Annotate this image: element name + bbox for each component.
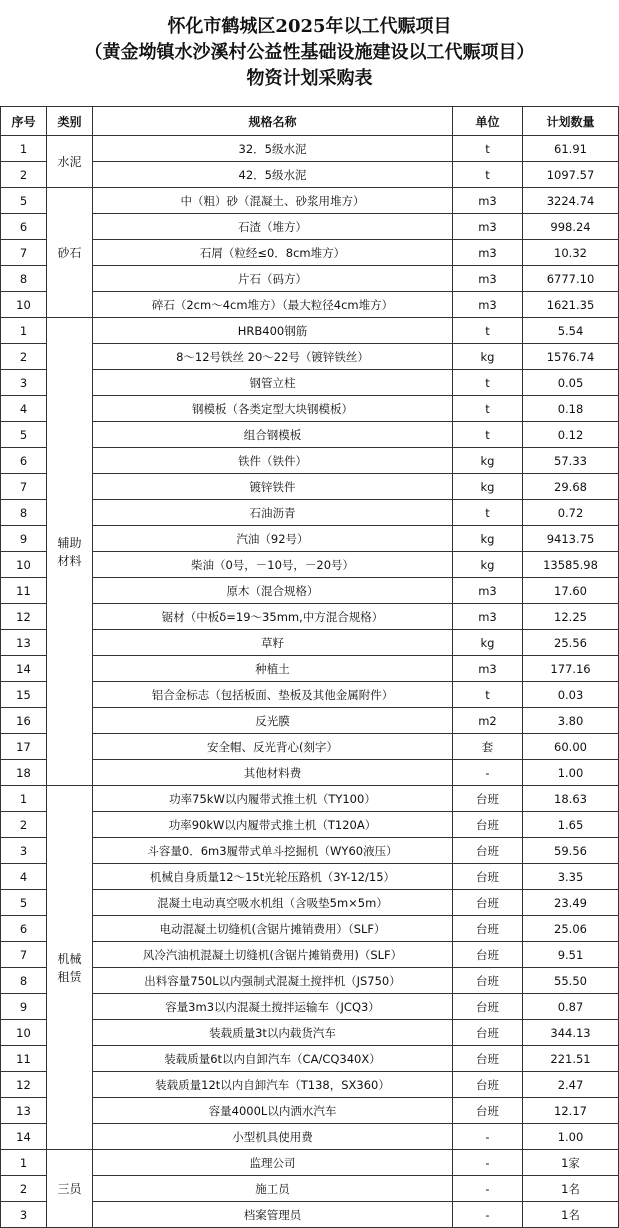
row-spec: 铁件（铁件） [93, 448, 453, 474]
row-unit: - [453, 760, 523, 786]
row-qty: 9413.75 [523, 526, 619, 552]
table-row [1, 240, 619, 266]
row-spec: 组合钢模板 [93, 422, 453, 448]
row-spec: 出料容量750L以内强制式混凝土搅拌机（JS750） [93, 968, 453, 994]
row-no: 12 [1, 1072, 47, 1098]
row-no: 6 [1, 448, 47, 474]
table-row [1, 370, 619, 396]
row-unit: kg [453, 448, 523, 474]
row-spec: 汽油（92号） [93, 526, 453, 552]
table-row [1, 916, 619, 942]
row-no: 10 [1, 552, 47, 578]
row-unit: t [453, 682, 523, 708]
row-qty: 998.24 [523, 214, 619, 240]
table-row [1, 448, 619, 474]
row-unit: t [453, 318, 523, 344]
table-row [1, 1020, 619, 1046]
row-unit: m3 [453, 292, 523, 318]
row-no: 14 [1, 656, 47, 682]
row-spec: 8～12号铁丝 20～22号（镀锌铁丝） [93, 344, 453, 370]
row-qty: 1名 [523, 1176, 619, 1202]
table-row [1, 864, 619, 890]
row-unit: 台班 [453, 1046, 523, 1072]
row-unit: m3 [453, 604, 523, 630]
row-no: 4 [1, 864, 47, 890]
row-qty: 57.33 [523, 448, 619, 474]
table-row [1, 656, 619, 682]
row-no: 2 [1, 812, 47, 838]
row-qty: 55.50 [523, 968, 619, 994]
table-row [1, 214, 619, 240]
table-row [1, 344, 619, 370]
row-no: 8 [1, 266, 47, 292]
table-row [1, 474, 619, 500]
row-spec: 石渣（堆方） [93, 214, 453, 240]
table-row [1, 942, 619, 968]
row-qty: 6777.10 [523, 266, 619, 292]
row-unit: t [453, 396, 523, 422]
row-no: 1 [1, 786, 47, 812]
row-unit: kg [453, 474, 523, 500]
row-unit: - [453, 1202, 523, 1228]
table-row [1, 500, 619, 526]
table-row [1, 968, 619, 994]
table-row [1, 838, 619, 864]
table-row [1, 266, 619, 292]
row-spec: HRB400钢筋 [93, 318, 453, 344]
row-no: 6 [1, 916, 47, 942]
table-row [1, 630, 619, 656]
row-qty: 25.56 [523, 630, 619, 656]
table-row [1, 1046, 619, 1072]
table-row [1, 422, 619, 448]
table-header-row [1, 107, 619, 136]
row-unit: 台班 [453, 1098, 523, 1124]
row-unit: 台班 [453, 812, 523, 838]
row-unit: t [453, 162, 523, 188]
row-no: 1 [1, 318, 47, 344]
row-qty: 59.56 [523, 838, 619, 864]
row-no: 18 [1, 760, 47, 786]
row-unit: kg [453, 630, 523, 656]
table-row [1, 994, 619, 1020]
row-no: 3 [1, 838, 47, 864]
row-qty: 23.49 [523, 890, 619, 916]
row-spec: 功率90kW以内履带式推土机（T120A） [93, 812, 453, 838]
row-spec: 反光膜 [93, 708, 453, 734]
row-no: 3 [1, 370, 47, 396]
table-row [1, 1150, 619, 1176]
row-no: 5 [1, 188, 47, 214]
row-unit: - [453, 1176, 523, 1202]
row-no: 16 [1, 708, 47, 734]
row-qty: 9.51 [523, 942, 619, 968]
header-category: 类别 [47, 107, 93, 136]
table-row [1, 1124, 619, 1150]
row-qty: 29.68 [523, 474, 619, 500]
row-spec: 片石（码方） [93, 266, 453, 292]
row-spec: 碎石（2cm～4cm堆方）（最大粒径4cm堆方） [93, 292, 453, 318]
table-row [1, 760, 619, 786]
row-no: 15 [1, 682, 47, 708]
row-unit: 台班 [453, 786, 523, 812]
row-spec: 档案管理员 [93, 1202, 453, 1228]
row-no: 5 [1, 890, 47, 916]
row-unit: 台班 [453, 942, 523, 968]
row-no: 6 [1, 214, 47, 240]
row-no: 12 [1, 604, 47, 630]
row-spec: 草籽 [93, 630, 453, 656]
row-spec: 斗容量0．6m3履带式单斗挖掘机（WY60液压） [93, 838, 453, 864]
row-qty: 1.00 [523, 760, 619, 786]
row-no: 2 [1, 162, 47, 188]
row-unit: 台班 [453, 916, 523, 942]
table-row [1, 682, 619, 708]
row-spec: 监理公司 [93, 1150, 453, 1176]
row-spec: 42．5级水泥 [93, 162, 453, 188]
row-unit: 台班 [453, 1020, 523, 1046]
row-qty: 1097.57 [523, 162, 619, 188]
row-no: 8 [1, 500, 47, 526]
header-qty: 计划数量 [523, 107, 619, 136]
header-no: 序号 [1, 107, 47, 136]
row-spec: 装载质量6t以内自卸汽车（CA/CQ340X） [93, 1046, 453, 1072]
row-spec: 电动混凝土切缝机(含锯片摊销费用）（SLF） [93, 916, 453, 942]
document-title [0, 0, 619, 106]
row-unit: m3 [453, 656, 523, 682]
row-qty: 60.00 [523, 734, 619, 760]
row-no: 2 [1, 344, 47, 370]
table-row [1, 812, 619, 838]
row-qty: 2.47 [523, 1072, 619, 1098]
row-qty: 0.18 [523, 396, 619, 422]
row-spec: 容量3m3以内混凝土搅拌运输车（JCQ3） [93, 994, 453, 1020]
table-row [1, 552, 619, 578]
row-qty: 12.17 [523, 1098, 619, 1124]
row-qty: 3224.74 [523, 188, 619, 214]
row-qty: 5.54 [523, 318, 619, 344]
row-spec: 原木（混合规格） [93, 578, 453, 604]
row-spec: 铝合金标志（包括板面、垫板及其他金属附件） [93, 682, 453, 708]
row-qty: 0.12 [523, 422, 619, 448]
row-qty: 3.80 [523, 708, 619, 734]
row-no: 10 [1, 1020, 47, 1046]
row-unit: t [453, 370, 523, 396]
row-unit: 台班 [453, 994, 523, 1020]
row-spec: 种植土 [93, 656, 453, 682]
row-unit: kg [453, 552, 523, 578]
row-qty: 12.25 [523, 604, 619, 630]
row-no: 13 [1, 1098, 47, 1124]
row-qty: 0.03 [523, 682, 619, 708]
row-spec: 装载质量12t以内自卸汽车（T138，SX360） [93, 1072, 453, 1098]
row-qty: 1576.74 [523, 344, 619, 370]
row-no: 8 [1, 968, 47, 994]
title-line-1: 怀化市鹤城区2025年以工代赈项目 [167, 16, 452, 37]
table-row [1, 1072, 619, 1098]
row-unit: t [453, 500, 523, 526]
row-spec: 装载质量3t以内载货汽车 [93, 1020, 453, 1046]
row-unit: 台班 [453, 1072, 523, 1098]
row-unit: m3 [453, 266, 523, 292]
table-row [1, 292, 619, 318]
row-unit: 台班 [453, 968, 523, 994]
row-no: 7 [1, 474, 47, 500]
row-spec: 石油沥青 [93, 500, 453, 526]
row-no: 7 [1, 240, 47, 266]
row-no: 2 [1, 1176, 47, 1202]
row-qty: 1.65 [523, 812, 619, 838]
row-qty: 10.32 [523, 240, 619, 266]
row-spec: 其他材料费 [93, 760, 453, 786]
row-no: 9 [1, 526, 47, 552]
row-spec: 机械自身质量12～15t光轮压路机（3Y-12/15） [93, 864, 453, 890]
table-row [1, 188, 619, 214]
row-spec: 锯材（中板δ=19～35mm,中方混合规格） [93, 604, 453, 630]
row-spec: 安全帽、反光背心(刻字） [93, 734, 453, 760]
row-spec: 功率75kW以内履带式推土机（TY100） [93, 786, 453, 812]
row-qty: 17.60 [523, 578, 619, 604]
row-qty: 0.87 [523, 994, 619, 1020]
row-unit: 台班 [453, 838, 523, 864]
table-row [1, 578, 619, 604]
row-qty: 1.00 [523, 1124, 619, 1150]
row-unit: kg [453, 526, 523, 552]
row-qty: 177.16 [523, 656, 619, 682]
row-qty: 25.06 [523, 916, 619, 942]
row-no: 3 [1, 1202, 47, 1228]
row-unit: m2 [453, 708, 523, 734]
table-row [1, 604, 619, 630]
row-qty: 1621.35 [523, 292, 619, 318]
row-no: 1 [1, 136, 47, 162]
row-spec: 钢模板（各类定型大块钢模板） [93, 396, 453, 422]
category-cell: 三员 [47, 1150, 93, 1228]
category-cell: 辅助 材料 [47, 318, 93, 786]
row-unit: m3 [453, 214, 523, 240]
title-line-3: 物资计划采购表 [246, 68, 373, 89]
table-row [1, 786, 619, 812]
category-cell: 机械 租赁 [47, 786, 93, 1150]
row-no: 11 [1, 578, 47, 604]
row-unit: kg [453, 344, 523, 370]
row-qty: 18.63 [523, 786, 619, 812]
table-row [1, 890, 619, 916]
row-qty: 0.72 [523, 500, 619, 526]
row-spec: 中（粗）砂（混凝土、砂浆用堆方） [93, 188, 453, 214]
table-row [1, 318, 619, 344]
row-unit: 套 [453, 734, 523, 760]
table-row [1, 1202, 619, 1228]
row-no: 14 [1, 1124, 47, 1150]
row-qty: 344.13 [523, 1020, 619, 1046]
table-row [1, 526, 619, 552]
row-qty: 1名 [523, 1202, 619, 1228]
row-unit: 台班 [453, 890, 523, 916]
table-row [1, 1098, 619, 1124]
row-no: 4 [1, 396, 47, 422]
category-cell: 水泥 [47, 136, 93, 188]
row-no: 1 [1, 1150, 47, 1176]
row-no: 5 [1, 422, 47, 448]
row-spec: 小型机具使用费 [93, 1124, 453, 1150]
table-row [1, 396, 619, 422]
header-spec: 规格名称 [93, 107, 453, 136]
row-unit: - [453, 1124, 523, 1150]
row-no: 7 [1, 942, 47, 968]
table-row [1, 708, 619, 734]
table-row [1, 162, 619, 188]
procurement-table [0, 106, 619, 1228]
row-qty: 13585.98 [523, 552, 619, 578]
row-unit: m3 [453, 578, 523, 604]
row-spec: 混凝土电动真空吸水机组（含吸垫5m×5m） [93, 890, 453, 916]
table-body [1, 136, 619, 1228]
row-unit: - [453, 1150, 523, 1176]
row-spec: 镀锌铁件 [93, 474, 453, 500]
table-row [1, 136, 619, 162]
row-no: 13 [1, 630, 47, 656]
row-unit: 台班 [453, 864, 523, 890]
row-spec: 风冷汽油机混凝土切缝机(含锯片摊销费用)（SLF） [93, 942, 453, 968]
row-spec: 柴油（0号，－10号，－20号） [93, 552, 453, 578]
row-no: 9 [1, 994, 47, 1020]
row-qty: 1家 [523, 1150, 619, 1176]
row-no: 10 [1, 292, 47, 318]
category-cell: 砂石 [47, 188, 93, 318]
row-unit: t [453, 422, 523, 448]
row-spec: 石屑（粒经≤0．8cm堆方） [93, 240, 453, 266]
title-line-2: （黄金坳镇水沙溪村公益性基础设施建设以工代赈项目） [84, 42, 535, 63]
row-unit: m3 [453, 188, 523, 214]
row-unit: m3 [453, 240, 523, 266]
header-unit: 单位 [453, 107, 523, 136]
row-qty: 3.35 [523, 864, 619, 890]
row-qty: 0.05 [523, 370, 619, 396]
table-row [1, 1176, 619, 1202]
row-spec: 32．5级水泥 [93, 136, 453, 162]
row-spec: 钢管立柱 [93, 370, 453, 396]
row-qty: 61.91 [523, 136, 619, 162]
row-spec: 容量4000L以内洒水汽车 [93, 1098, 453, 1124]
row-spec: 施工员 [93, 1176, 453, 1202]
table-row [1, 734, 619, 760]
row-no: 17 [1, 734, 47, 760]
row-qty: 221.51 [523, 1046, 619, 1072]
row-unit: t [453, 136, 523, 162]
row-no: 11 [1, 1046, 47, 1072]
